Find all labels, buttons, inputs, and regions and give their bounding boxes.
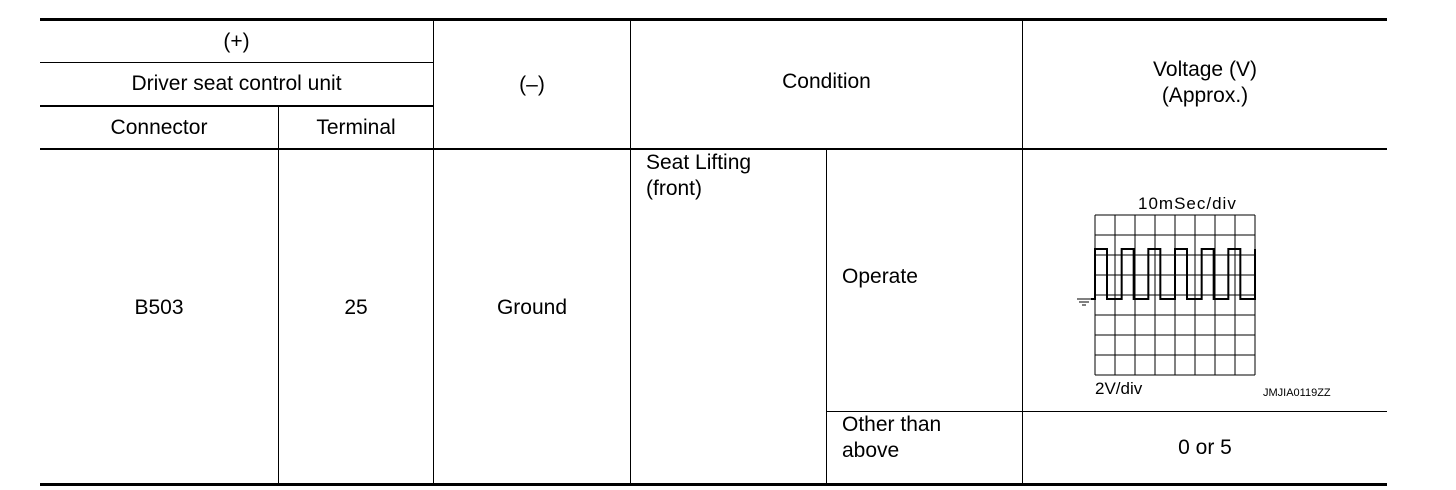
seat-lifting-line1: Seat Lifting xyxy=(646,151,752,174)
cell-terminal: 25 xyxy=(344,295,368,319)
header-connector: Connector xyxy=(110,115,208,139)
header-condition: Condition xyxy=(782,70,871,93)
other-line2: above xyxy=(842,439,900,462)
header-voltage-line1: Voltage (V) xyxy=(1153,58,1257,81)
oscilloscope-graph xyxy=(1055,169,1375,409)
cell-operate: Operate xyxy=(842,264,918,288)
cell-other-value: 0 or 5 xyxy=(1178,435,1232,459)
other-line1: Other than xyxy=(842,413,942,436)
header-voltage-line2: (Approx.) xyxy=(1161,84,1249,107)
time-div-label: 10mSec/div xyxy=(1138,194,1237,213)
cell-seat-lifting xyxy=(631,150,826,483)
header-unit: Driver seat control unit xyxy=(131,72,342,95)
oscilloscope-figure xyxy=(1055,169,1375,409)
header-voltage xyxy=(1023,21,1387,145)
seat-lifting-line2: (front) xyxy=(646,177,703,200)
cell-ground: Ground xyxy=(496,295,568,319)
image-id-label: JMJIA0119ZZ xyxy=(1263,387,1331,399)
volt-div-label: 2V/div xyxy=(1095,379,1143,398)
header-plus: (+) xyxy=(223,29,250,53)
header-terminal: Terminal xyxy=(316,115,396,139)
header-minus: (–) xyxy=(519,72,545,96)
cell-other-than-above xyxy=(827,412,1022,483)
square-waveform xyxy=(1091,249,1255,299)
cell-connector: B503 xyxy=(134,295,184,319)
ground-symbol xyxy=(1077,299,1091,305)
table-bottom-border xyxy=(40,483,1387,486)
